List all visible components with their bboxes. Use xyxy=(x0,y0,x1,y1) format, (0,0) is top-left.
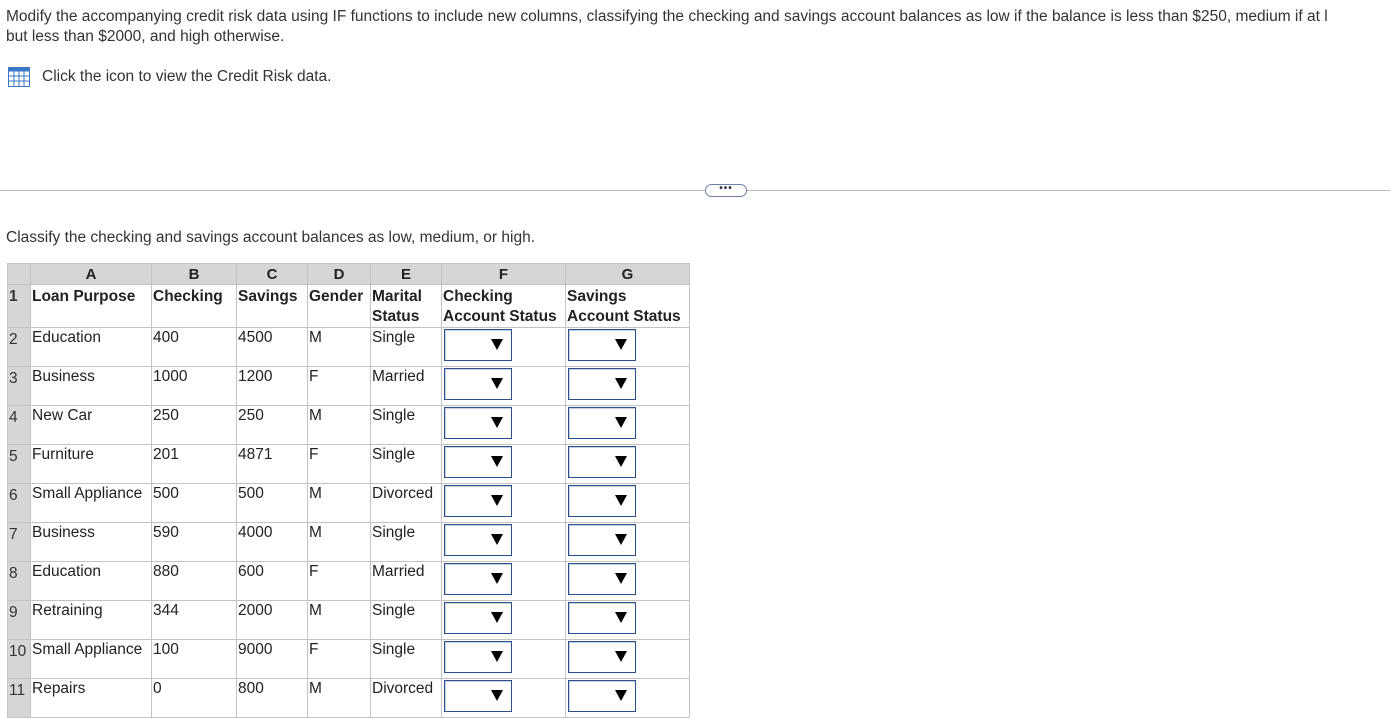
savings-account-status-cell xyxy=(566,328,690,367)
dropdown-arrow-icon[interactable] xyxy=(615,534,627,545)
checking-account-status-select[interactable] xyxy=(444,368,512,400)
dropdown-arrow-icon[interactable] xyxy=(615,378,627,389)
cell-loan-purpose: Education xyxy=(31,562,152,601)
table-grid-icon[interactable] xyxy=(8,67,30,87)
cell-loan-purpose: Retraining xyxy=(31,601,152,640)
checking-account-status-select[interactable] xyxy=(444,680,512,712)
cell-loan-purpose: Business xyxy=(31,367,152,406)
cell-marital-status: Single xyxy=(371,640,442,679)
column-letter-e: E xyxy=(371,264,442,285)
savings-account-status-cell xyxy=(566,640,690,679)
savings-account-status-select[interactable] xyxy=(568,329,636,361)
cell-savings: 4500 xyxy=(237,328,308,367)
header-marital-line-1: Marital xyxy=(372,288,422,305)
corner-cell xyxy=(8,264,31,285)
row-number: 5 xyxy=(8,445,31,484)
cell-gender: M xyxy=(308,406,371,445)
savings-account-status-cell xyxy=(566,367,690,406)
cell-loan-purpose: Small Appliance xyxy=(31,484,152,523)
savings-account-status-select[interactable] xyxy=(568,680,636,712)
cell-savings: 4000 xyxy=(237,523,308,562)
savings-account-status-select[interactable] xyxy=(568,446,636,478)
cell-marital-status: Married xyxy=(371,367,442,406)
expand-more-button[interactable]: ••• xyxy=(705,184,747,197)
cell-gender: M xyxy=(308,328,371,367)
row-number: 11 xyxy=(8,679,31,718)
dropdown-arrow-icon[interactable] xyxy=(491,339,503,350)
cell-marital-status: Divorced xyxy=(371,484,442,523)
dropdown-arrow-icon[interactable] xyxy=(491,573,503,584)
problem-statement-line-1: Modify the accompanying credit risk data using IF functions to include new columns, classifying the checking and savings account balances as low if the balance is less than $250, medium if at l xyxy=(6,8,1328,25)
header-marital-line-2: Status xyxy=(372,308,420,325)
column-letter-c: C xyxy=(237,264,308,285)
cell-marital-status: Married xyxy=(371,562,442,601)
dropdown-arrow-icon[interactable] xyxy=(615,456,627,467)
cell-gender: M xyxy=(308,601,371,640)
table-row xyxy=(8,640,690,679)
savings-account-status-cell xyxy=(566,601,690,640)
cell-savings: 2000 xyxy=(237,601,308,640)
header-gender: Gender xyxy=(308,285,371,328)
checking-account-status-cell xyxy=(442,367,566,406)
checking-account-status-cell xyxy=(442,640,566,679)
checking-account-status-cell xyxy=(442,523,566,562)
cell-savings: 1200 xyxy=(237,367,308,406)
column-letter-row xyxy=(8,264,690,285)
cell-gender: M xyxy=(308,484,371,523)
table-row xyxy=(8,406,690,445)
credit-risk-data-link[interactable] xyxy=(8,67,331,87)
cell-gender: M xyxy=(308,679,371,718)
header-checking-status-line-1: Checking xyxy=(443,288,513,305)
cell-savings: 600 xyxy=(237,562,308,601)
cell-gender: F xyxy=(308,367,371,406)
column-letter-f: F xyxy=(442,264,566,285)
cell-gender: F xyxy=(308,562,371,601)
cell-savings: 500 xyxy=(237,484,308,523)
savings-account-status-cell xyxy=(566,562,690,601)
header-savings-status-line-2: Account Status xyxy=(567,308,681,325)
credit-risk-spreadsheet xyxy=(7,263,690,718)
cell-checking: 500 xyxy=(152,484,237,523)
cell-checking: 0 xyxy=(152,679,237,718)
header-checking-account-status xyxy=(442,285,566,328)
savings-account-status-cell xyxy=(566,679,690,718)
checking-account-status-cell xyxy=(442,406,566,445)
dropdown-arrow-icon[interactable] xyxy=(615,339,627,350)
cell-gender: F xyxy=(308,640,371,679)
savings-account-status-select[interactable] xyxy=(568,485,636,517)
table-row xyxy=(8,679,690,718)
cell-marital-status: Single xyxy=(371,601,442,640)
cell-savings: 9000 xyxy=(237,640,308,679)
dropdown-arrow-icon[interactable] xyxy=(491,456,503,467)
header-savings-status-line-1: Savings xyxy=(567,288,627,305)
header-checking-status-line-2: Account Status xyxy=(443,308,557,325)
savings-account-status-select[interactable] xyxy=(568,407,636,439)
row-number: 3 xyxy=(8,367,31,406)
header-row xyxy=(8,285,690,328)
row-number: 7 xyxy=(8,523,31,562)
checking-account-status-select[interactable] xyxy=(444,407,512,439)
cell-marital-status: Single xyxy=(371,328,442,367)
table-row xyxy=(8,445,690,484)
cell-loan-purpose: Furniture xyxy=(31,445,152,484)
savings-account-status-cell xyxy=(566,445,690,484)
savings-account-status-select[interactable] xyxy=(568,368,636,400)
dropdown-arrow-icon[interactable] xyxy=(491,612,503,623)
cell-savings: 250 xyxy=(237,406,308,445)
dropdown-arrow-icon[interactable] xyxy=(615,612,627,623)
row-number: 4 xyxy=(8,406,31,445)
problem-statement-line-2: but less than $2000, and high otherwise. xyxy=(6,28,285,45)
checking-account-status-cell xyxy=(442,328,566,367)
header-savings-account-status xyxy=(566,285,690,328)
checking-account-status-cell xyxy=(442,562,566,601)
checking-account-status-cell xyxy=(442,484,566,523)
row-number: 9 xyxy=(8,601,31,640)
row-number: 1 xyxy=(8,285,31,328)
cell-savings: 800 xyxy=(237,679,308,718)
row-number: 8 xyxy=(8,562,31,601)
problem-statement xyxy=(6,7,1390,47)
savings-account-status-cell xyxy=(566,523,690,562)
cell-checking: 400 xyxy=(152,328,237,367)
question-text: Classify the checking and savings account balances as low, medium, or high. xyxy=(6,229,536,246)
credit-risk-data-link-label[interactable]: Click the icon to view the Credit Risk data. xyxy=(42,68,332,85)
dropdown-arrow-icon[interactable] xyxy=(491,495,503,506)
cell-checking: 250 xyxy=(152,406,237,445)
checking-account-status-select[interactable] xyxy=(444,602,512,634)
cell-checking: 100 xyxy=(152,640,237,679)
checking-account-status-cell xyxy=(442,445,566,484)
cell-loan-purpose: Repairs xyxy=(31,679,152,718)
checking-account-status-select[interactable] xyxy=(444,485,512,517)
dropdown-arrow-icon[interactable] xyxy=(615,417,627,428)
cell-marital-status: Single xyxy=(371,523,442,562)
cell-marital-status: Divorced xyxy=(371,679,442,718)
cell-loan-purpose: Business xyxy=(31,523,152,562)
table-row xyxy=(8,484,690,523)
savings-account-status-select[interactable] xyxy=(568,563,636,595)
column-letter-a: A xyxy=(31,264,152,285)
savings-account-status-select[interactable] xyxy=(568,602,636,634)
dropdown-arrow-icon[interactable] xyxy=(491,690,503,701)
savings-account-status-cell xyxy=(566,484,690,523)
checking-account-status-select[interactable] xyxy=(444,563,512,595)
cell-checking: 880 xyxy=(152,562,237,601)
checking-account-status-select[interactable] xyxy=(444,446,512,478)
savings-account-status-select[interactable] xyxy=(568,524,636,556)
savings-account-status-cell xyxy=(566,406,690,445)
dropdown-arrow-icon[interactable] xyxy=(491,417,503,428)
header-marital-status xyxy=(371,285,442,328)
section-divider xyxy=(0,190,1390,191)
table-row xyxy=(8,523,690,562)
checking-account-status-cell xyxy=(442,601,566,640)
dropdown-arrow-icon[interactable] xyxy=(491,378,503,389)
cell-gender: M xyxy=(308,523,371,562)
dropdown-arrow-icon[interactable] xyxy=(615,495,627,506)
column-letter-g: G xyxy=(566,264,690,285)
column-letter-b: B xyxy=(152,264,237,285)
checking-account-status-select[interactable] xyxy=(444,641,512,673)
savings-account-status-select[interactable] xyxy=(568,641,636,673)
table-row xyxy=(8,601,690,640)
checking-account-status-select[interactable] xyxy=(444,524,512,556)
header-checking: Checking xyxy=(152,285,237,328)
dropdown-arrow-icon[interactable] xyxy=(491,534,503,545)
cell-marital-status: Single xyxy=(371,445,442,484)
cell-checking: 1000 xyxy=(152,367,237,406)
checking-account-status-cell xyxy=(442,679,566,718)
dropdown-arrow-icon[interactable] xyxy=(615,651,627,662)
cell-savings: 4871 xyxy=(237,445,308,484)
dropdown-arrow-icon[interactable] xyxy=(491,651,503,662)
cell-gender: F xyxy=(308,445,371,484)
table-row xyxy=(8,328,690,367)
cell-marital-status: Single xyxy=(371,406,442,445)
cell-checking: 590 xyxy=(152,523,237,562)
row-number: 10 xyxy=(8,640,31,679)
row-number: 2 xyxy=(8,328,31,367)
cell-loan-purpose: Education xyxy=(31,328,152,367)
dropdown-arrow-icon[interactable] xyxy=(615,573,627,584)
cell-loan-purpose: Small Appliance xyxy=(31,640,152,679)
table-row xyxy=(8,367,690,406)
cell-loan-purpose: New Car xyxy=(31,406,152,445)
cell-checking: 344 xyxy=(152,601,237,640)
header-loan-purpose: Loan Purpose xyxy=(31,285,152,328)
table-row xyxy=(8,562,690,601)
column-letter-d: D xyxy=(308,264,371,285)
checking-account-status-select[interactable] xyxy=(444,329,512,361)
cell-checking: 201 xyxy=(152,445,237,484)
header-savings: Savings xyxy=(237,285,308,328)
row-number: 6 xyxy=(8,484,31,523)
dropdown-arrow-icon[interactable] xyxy=(615,690,627,701)
